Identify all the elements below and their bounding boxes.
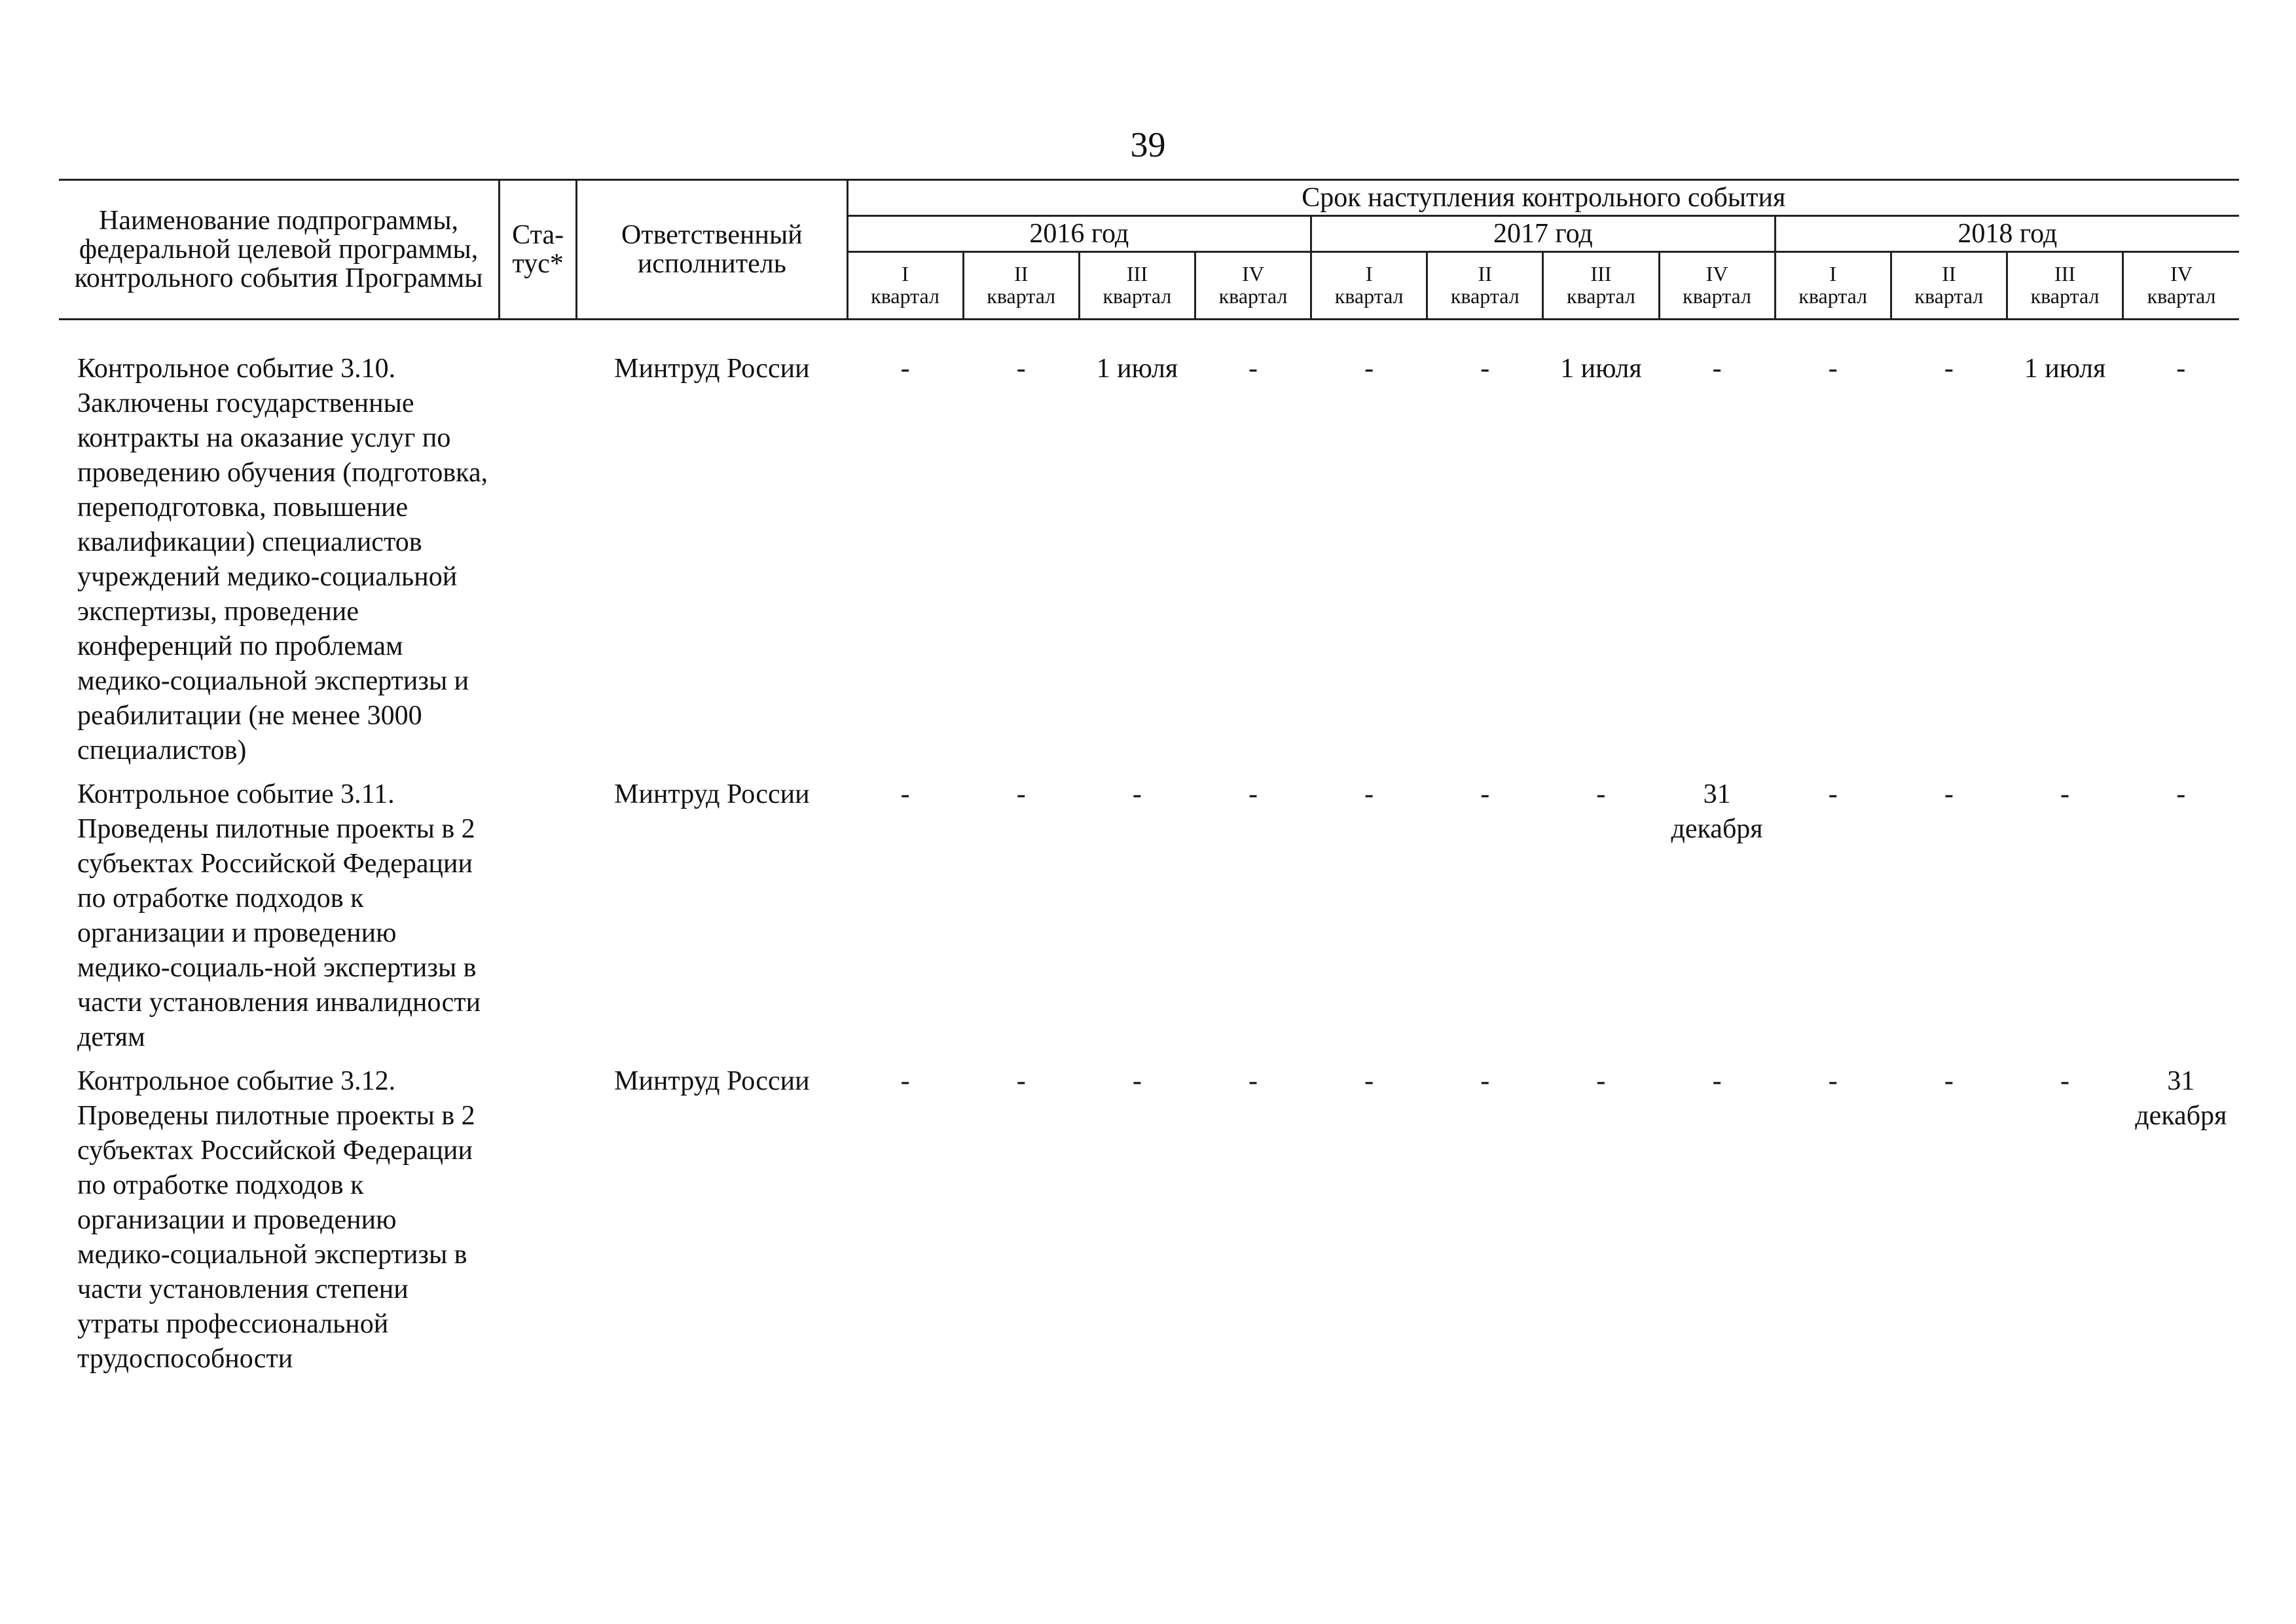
quarter-number: I [1829, 262, 1837, 286]
quarter-value: - [2176, 354, 2186, 384]
header-quarter [1427, 252, 1543, 320]
quarter-value: - [1712, 1066, 1722, 1096]
quarter-word: квартал [1218, 284, 1288, 308]
table-body [59, 320, 2239, 1386]
quarter-word: квартал [2147, 284, 2216, 308]
header-quarter [2123, 252, 2239, 320]
quarter-value: - [1364, 1066, 1374, 1096]
quarter-value: - [1480, 779, 1490, 809]
quarter-number: I [1365, 262, 1373, 286]
event-status [500, 352, 577, 777]
event-name: Контрольное событие 3.10. Заключены государственные контракты на оказание услуг по проведению обучения (подготовка, переподготовка, повышение квалификации) специалистов учреждений медико-социальной экспертизы, проведение конференций по проблемам медико-социальной экспертизы и реабилитации (не менее 3000 специалистов) [77, 354, 488, 766]
header-quarter [963, 252, 1079, 320]
quarter-value: - [1944, 1066, 1954, 1096]
event-status [500, 777, 577, 1064]
header-quarter [1311, 252, 1427, 320]
quarter-number: II [1014, 262, 1029, 286]
quarter-number: I [902, 262, 909, 286]
event-status [500, 1064, 577, 1386]
quarter-value: - [1828, 1066, 1838, 1096]
quarter-value: - [1596, 1066, 1606, 1096]
header-quarter [1891, 252, 2007, 320]
header-quarter [1775, 252, 1891, 320]
quarter-word: квартал [1334, 284, 1404, 308]
quarter-value: - [1248, 1066, 1258, 1096]
quarter-value: - [1016, 1066, 1026, 1096]
quarter-value: - [900, 354, 910, 384]
event-executor: Минтруд России [614, 354, 810, 384]
event-executor: Минтруд России [614, 1066, 810, 1096]
event-name: Контрольное событие 3.12. Проведены пилотные проекты в 2 субъектах Российской Федерации по отработке подходов к организации и проведению медико-социальной экспертизы в части установления степени утраты профессиональной трудоспособности [77, 1066, 475, 1374]
event-name: Контрольное событие 3.11. Проведены пилотные проекты в 2 субъектах Российской Федерации по отработке подходов к организации и проведению медико-социаль-ной экспертизы в части установления инвалидности детям [77, 779, 481, 1052]
quarter-value: - [1132, 1066, 1142, 1096]
header-status: Ста-тус* [500, 180, 577, 320]
event-executor: Минтруд России [614, 779, 810, 809]
quarter-value: 31 декабря [1671, 779, 1763, 844]
quarter-value: 1 июля [1560, 354, 1642, 384]
quarter-value: - [1712, 354, 1722, 384]
quarter-value: - [1828, 354, 1838, 384]
quarter-number: II [1478, 262, 1492, 286]
quarter-word: квартал [1914, 284, 1984, 308]
quarter-value: 1 июля [1096, 354, 1178, 384]
table-row [59, 1064, 2239, 1386]
quarter-value: - [1016, 779, 1026, 809]
table-header [59, 180, 2239, 320]
quarter-value: - [1248, 779, 1258, 809]
quarter-word: квартал [2030, 284, 2100, 308]
control-events-table [59, 179, 2239, 1386]
header-executor: Ответственный исполнитель [577, 180, 847, 320]
quarter-value: - [2060, 1066, 2069, 1096]
quarter-number: III [1126, 262, 1148, 286]
header-event-deadline: Срок наступления контрольного события [847, 180, 2239, 216]
quarter-number: IV [2170, 262, 2193, 286]
header-year: 2017 год [1311, 216, 1776, 252]
quarter-number: IV [1705, 262, 1728, 286]
quarter-value: 1 июля [2024, 354, 2106, 384]
quarter-value: 31 декабря [2135, 1066, 2227, 1131]
quarter-word: квартал [1102, 284, 1172, 308]
table-row [59, 352, 2239, 777]
quarter-word: квартал [1683, 284, 1751, 308]
quarter-value: - [1248, 354, 1258, 384]
header-quarter [2007, 252, 2123, 320]
header-quarter [1195, 252, 1311, 320]
quarter-word: квартал [1798, 284, 1868, 308]
quarter-value: - [1944, 354, 1954, 384]
quarter-value: - [1480, 1066, 1490, 1096]
quarter-value: - [1596, 779, 1606, 809]
header-name: Наименование подпрограммы, федеральной целевой программы, контрольного события Программы [59, 180, 500, 320]
header-year: 2016 год [847, 216, 1311, 252]
header-quarter [1543, 252, 1659, 320]
quarter-value: - [2060, 779, 2069, 809]
header-quarter [1079, 252, 1195, 320]
quarter-value: - [1944, 779, 1954, 809]
quarter-word: квартал [987, 284, 1056, 308]
header-quarter [1659, 252, 1775, 320]
quarter-value: - [900, 1066, 910, 1096]
quarter-number: III [1590, 262, 1612, 286]
quarter-word: квартал [871, 284, 939, 308]
quarter-number: II [1942, 262, 1956, 286]
quarter-value: - [2176, 779, 2186, 809]
quarter-value: - [1828, 779, 1838, 809]
page-number: 39 [1130, 125, 1166, 164]
quarter-word: квартал [1567, 284, 1635, 308]
quarter-value: - [1364, 354, 1374, 384]
quarter-value: - [1132, 779, 1142, 809]
quarter-word: квартал [1450, 284, 1520, 308]
quarter-number: IV [1242, 262, 1264, 286]
quarter-value: - [1480, 354, 1490, 384]
table-row [59, 777, 2239, 1064]
header-year: 2018 год [1775, 216, 2239, 252]
quarter-value: - [1016, 354, 1026, 384]
quarter-value: - [1364, 779, 1374, 809]
quarter-number: III [2054, 262, 2075, 286]
header-quarter [847, 252, 963, 320]
quarter-value: - [900, 779, 910, 809]
